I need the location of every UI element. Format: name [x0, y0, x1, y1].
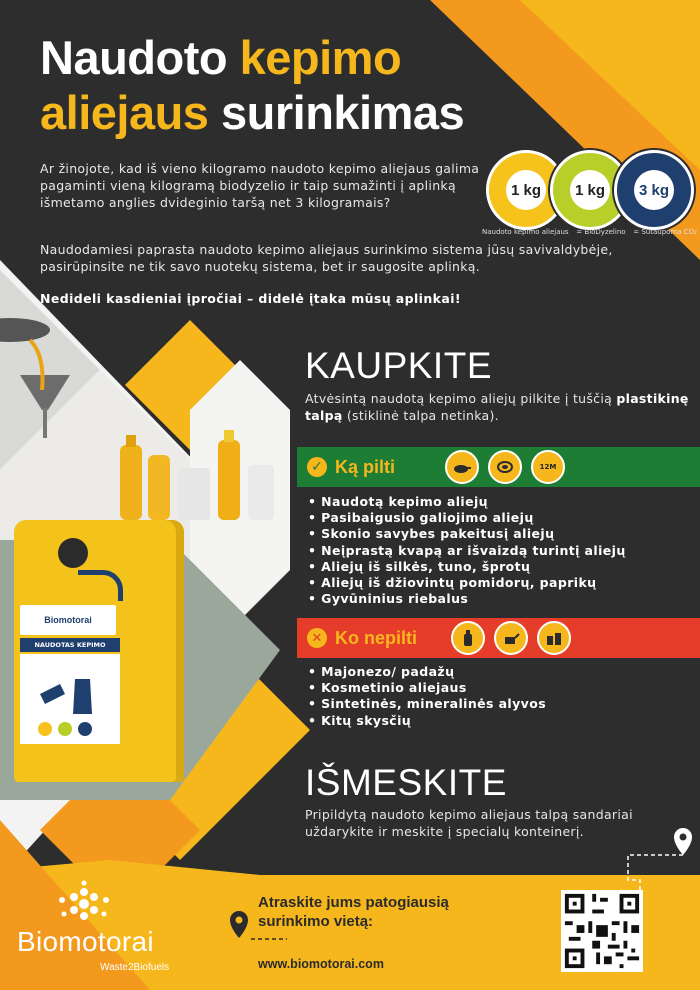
heading-kaupkite: KAUPKITE — [305, 345, 492, 386]
ka-pilti-label: Ką pilti — [335, 456, 396, 477]
list-item: • Aliejų iš silkės, tuno, šprotų — [308, 559, 626, 575]
cosmetics-bottle-icon — [451, 621, 485, 655]
heading-ismeskite: IŠMESKITE — [305, 762, 507, 803]
collection-container — [14, 520, 184, 782]
ismeskite-description: Pripildytą naudoto kepimo aliejaus talpą sandariai uždarykite ir meskite į specialų konteinerį. — [305, 807, 633, 839]
list-item: • Kosmetinio aliejaus — [308, 680, 546, 696]
badge-biodiesel: 1 kg — [550, 150, 630, 230]
container-opening — [58, 538, 88, 568]
container-banner: NAUDOTAS KEPIMO — [20, 638, 120, 652]
location-pin-icon — [230, 911, 248, 938]
sunflower-logo-icon — [48, 880, 120, 928]
page-title: Naudoto kepimo aliejaus surinkimas — [40, 31, 465, 139]
qr-code[interactable] — [561, 890, 643, 972]
container-arrow — [78, 570, 123, 601]
cross-icon: ✕ — [307, 628, 327, 648]
footer-pin-line — [227, 910, 287, 950]
kaupkite-description: Atvėsintą naudotą kepimo aliejų pilkite į tuščią plastikinę talpą (stiklinė talpa netinka). — [305, 391, 689, 423]
list-item: • Aliejų iš džiovintų pomidorų, paprikų — [308, 575, 626, 591]
list-item: • Gyvūninius riebalus — [308, 591, 626, 607]
list-item: • Neįprastą kvapą ar išvaizdą turintį aliejų — [308, 543, 626, 559]
funnel-photo — [0, 300, 100, 450]
badge-co2: 3 kg — [614, 150, 694, 230]
list-item: • Majonezo/ padažų — [308, 664, 546, 680]
ko-nepilti-band — [297, 618, 700, 658]
intro-text: Ar žinojote, kad iš vieno kilogramo naudoto kepimo aliejaus galima pagaminti vieną kilogramą biodyzelio ir taip sumažinti į aplinką išmetamo anglies dvideginio taršą net 3 kilogramais? — [40, 161, 480, 210]
list-item: • Sintetinės, mineralinės alyvos — [308, 696, 546, 712]
brand-logo: Biomotorai — [17, 926, 154, 957]
ka-pilti-band — [297, 447, 700, 487]
list-item: • Pasibaigusio galiojimo aliejų — [308, 510, 626, 526]
website-link[interactable]: www.biomotorai.com — [258, 957, 384, 971]
badge-captions: Naudoto kepimo aliejaus = BioDyzelino = Sutaupoma CO₂ — [482, 228, 697, 236]
footer-cta: Atraskite jums patogiausią surinkimo vietą: — [258, 894, 449, 930]
list-item: • Skonio savybes pakeitusį aliejų — [308, 526, 626, 542]
container-label-logo: Biomotorai — [20, 605, 116, 635]
brand-tagline: Waste2Biofuels — [100, 962, 170, 973]
list-item: • Kitų skysčių — [308, 713, 546, 729]
tin-can-icon — [488, 450, 522, 484]
ko-nepilti-label: Ko nepilti — [335, 627, 417, 648]
bottles-photo — [100, 420, 290, 530]
ka-pilti-list — [308, 494, 626, 607]
oil-can-icon — [494, 621, 528, 655]
check-icon: ✓ — [307, 457, 327, 477]
badge-oil: 1 kg — [486, 150, 566, 230]
expiry-12m-icon: 12M — [531, 450, 565, 484]
ko-nepilti-list — [308, 664, 546, 729]
intro-text-2: Naudodamiesi paprasta naudoto kepimo aliejaus surinkimo sistema jūsų savivaldybėje, pasirūpinsite ne tik savo nuotekų sistema, bet ir saugosite aplinką. — [40, 242, 613, 274]
location-pin-icon — [674, 828, 692, 855]
container-instructions — [20, 654, 120, 744]
sauce-jars-icon — [537, 621, 571, 655]
frying-pan-icon — [445, 450, 479, 484]
list-item: • Naudotą kepimo aliejų — [308, 494, 626, 510]
motto: Nedideli kasdieniai įpročiai – didelė įtaka mūsų aplinkai! — [40, 291, 461, 306]
